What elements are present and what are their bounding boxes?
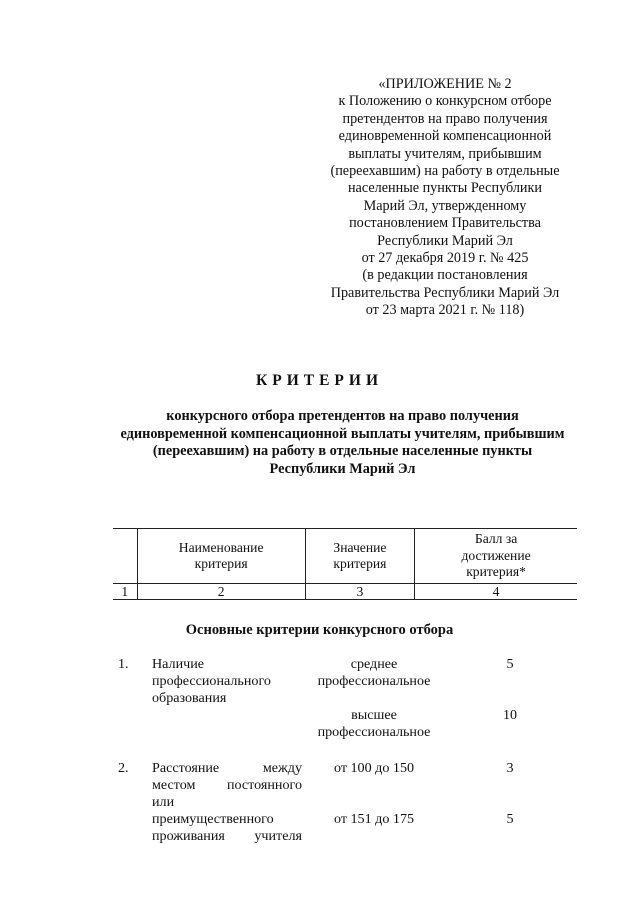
criterion-name-line: образования: [152, 690, 227, 706]
criterion-name-line: преимущественного: [152, 811, 274, 827]
criterion-value: [304, 811, 444, 828]
appendix-line: единовременной компенсационной: [338, 128, 552, 145]
appendix-line: (переехавшим) на работу в отдельные: [330, 163, 560, 180]
criterion-value-line: высшее: [351, 707, 397, 723]
subtitle-line: конкурсного отбора претендентов на право получения: [166, 408, 519, 424]
criteria-table-header: [113, 528, 577, 600]
criterion-name-line: Расстояние между: [152, 760, 302, 776]
header-number: [113, 529, 137, 584]
table-header-row: [113, 529, 577, 584]
criterion-name: [152, 760, 302, 845]
header-criterion-value: Значение критерия: [305, 529, 414, 584]
appendix-line: от 27 декабря 2019 г. № 425: [361, 250, 529, 267]
appendix-line: к Положению о конкурсном отборе: [338, 93, 552, 110]
appendix-line: «ПРИЛОЖЕНИЕ № 2: [378, 76, 512, 92]
subtitle-line: (переехавшим) на работу в отдельные населенные пункты: [152, 443, 533, 460]
appendix-line: населенные пункты Республики: [347, 180, 543, 197]
appendix-line: постановлением Правительства: [349, 215, 541, 232]
criterion-value-line: профессиональное: [317, 673, 431, 689]
appendix-line: претендентов на право получения: [342, 110, 548, 127]
appendix-line: Марий Эл, утвержденному: [363, 197, 527, 214]
criterion-value-line: от 151 до 175: [333, 811, 415, 827]
appendix-line: от 23 марта 2021 г. № 118): [365, 302, 525, 319]
section-title: Основные критерии конкурсного отбора: [185, 622, 454, 638]
criterion-name-line: местом постоянного: [152, 777, 302, 793]
column-number: 4: [415, 584, 577, 600]
appendix-line: (в редакции постановления: [362, 267, 528, 284]
criterion-value-line: среднее: [350, 656, 398, 672]
appendix-line: выплаты учителям, прибывшим: [348, 145, 542, 162]
criterion-name-line: проживания учителя: [152, 828, 302, 844]
criterion-value: [304, 707, 444, 741]
criterion-points: 5: [506, 811, 514, 827]
subtitle-line: Республики Марий Эл: [269, 460, 416, 477]
criterion-points: 3: [506, 760, 514, 776]
document-title: КРИТЕРИИ: [255, 372, 384, 389]
appendix-line: Республики Марий Эл: [377, 232, 513, 249]
criterion-points: 5: [506, 656, 514, 672]
criterion-value: [304, 760, 444, 777]
column-numbers-row: [113, 584, 577, 600]
criterion-points: 10: [502, 707, 518, 723]
criterion-name-line: Наличие: [152, 656, 205, 672]
criterion-number: 2.: [118, 760, 129, 776]
document-subtitle: [100, 408, 585, 478]
header-points: Балл за достижение критерия*: [415, 529, 577, 584]
header-criterion-name: Наименование критерия: [137, 529, 305, 584]
criterion-value-line: профессиональное: [317, 724, 431, 740]
appendix-line: Правительства Республики Марий Эл: [330, 284, 560, 301]
criterion-value: [304, 656, 444, 690]
criterion-number: 1.: [118, 656, 129, 672]
column-number: 1: [113, 584, 137, 600]
criterion-name: [152, 656, 302, 707]
criterion-name-line: или: [152, 794, 175, 810]
subtitle-line: единовременной компенсационной выплаты учителям, прибывшим: [120, 425, 565, 442]
column-number: 2: [137, 584, 305, 600]
criterion-name-line: профессионального: [152, 673, 271, 689]
criterion-value-line: от 100 до 150: [333, 760, 415, 776]
appendix-header: [300, 76, 590, 320]
column-number: 3: [305, 584, 414, 600]
